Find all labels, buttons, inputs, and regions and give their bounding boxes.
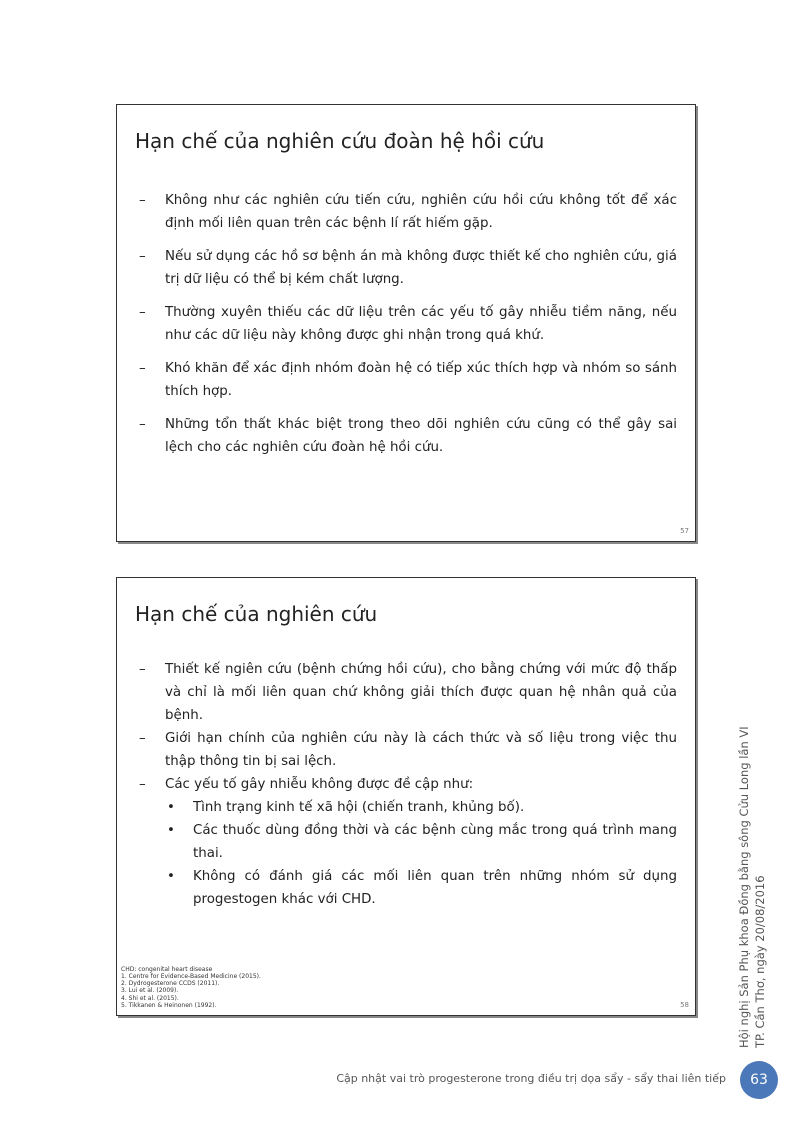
sub-list-item (165, 865, 677, 911)
bullet-text: Những tổn thất khác biệt trong theo dõi nghiên cứu cũng có thể gây sai lệch cho các nghiên cứu đoàn hệ hồi cứu. (165, 417, 677, 455)
bullet-text: Không như các nghiên cứu tiến cứu, nghiên cứu hồi cứu không tốt để xác định mối liên quan trên các bệnh lí rất hiếm gặp. (165, 193, 677, 231)
dash-bullet: – (139, 662, 146, 677)
conference-date: TP. Cần Thơ, ngày 20/08/2016 (753, 875, 767, 1048)
footnote: CHD: congenital heart disease (121, 965, 213, 973)
footnote: 5. Tikkanen & Heinonen (1992). (121, 1001, 217, 1009)
footnote: 4. Shi et al. (2015). (121, 994, 179, 1002)
list-item (139, 658, 677, 727)
footnote: 3. Lui et al. (2009). (121, 987, 179, 995)
footnote: 1. Centre for Evidence-Based Medicine (2015). (121, 972, 261, 980)
list-item (139, 413, 677, 459)
list-item (139, 301, 677, 347)
dash-bullet: – (139, 249, 146, 264)
sub-bullet-text: Tình trạng kinh tế xã hội (chiến tranh, khủng bố). (193, 800, 525, 815)
page-footer-text: Cập nhật vai trò progesterone trong điều trị dọa sẩy - sẩy thai liên tiếp (336, 1072, 726, 1085)
list-item (139, 727, 677, 773)
footnote: 2. Dydrogesterone CCDS (2011). (121, 980, 220, 988)
slide-number: 58 (680, 1001, 689, 1009)
page-number-badge: 63 (740, 1061, 778, 1099)
dash-bullet: – (139, 417, 146, 432)
conference-sidebar (736, 726, 768, 1048)
list-item (139, 773, 677, 911)
slide-57 (116, 104, 696, 542)
bullet-list (139, 658, 677, 911)
sub-list-item (165, 796, 677, 819)
footnotes (121, 966, 261, 1009)
bullet-list (139, 189, 677, 469)
sub-list-item (165, 819, 677, 865)
dot-bullet: • (167, 823, 175, 838)
dash-bullet: – (139, 361, 146, 376)
dash-bullet: – (139, 777, 146, 792)
dot-bullet: • (167, 869, 175, 884)
bullet-text: Thường xuyên thiếu các dữ liệu trên các yếu tố gây nhiễu tiềm năng, nếu như các dữ liệu này không được ghi nhận trong quá khứ. (165, 305, 677, 343)
conference-title: Hội nghị Sản Phụ khoa Đồng bằng sông Cửu Long lần VI (737, 726, 751, 1048)
list-item (139, 245, 677, 291)
dot-bullet: • (167, 800, 175, 815)
slide-58 (116, 577, 696, 1016)
sub-bullet-list (165, 796, 677, 911)
bullet-text: Giới hạn chính của nghiên cứu này là cách thức và số liệu trong việc thu thập thông tin bị sai lệch. (165, 731, 677, 769)
bullet-text: Khó khăn để xác định nhóm đoàn hệ có tiếp xúc thích hợp và nhóm so sánh thích hợp. (165, 361, 677, 399)
list-item (139, 189, 677, 235)
sub-bullet-text: Không có đánh giá các mối liên quan trên những nhóm sử dụng progestogen khác với CHD. (193, 869, 677, 907)
bullet-text: Nếu sử dụng các hồ sơ bệnh án mà không được thiết kế cho nghiên cứu, giá trị dữ liệu có thể bị kém chất lượng. (165, 249, 677, 287)
bullet-text: Các yếu tố gây nhiễu không được đề cập như: (165, 777, 474, 792)
slide-title: Hạn chế của nghiên cứu đoàn hệ hồi cứu (135, 129, 545, 153)
slide-number: 57 (680, 527, 689, 535)
sub-bullet-text: Các thuốc dùng đồng thời và các bệnh cùng mắc trong quá trình mang thai. (193, 823, 677, 861)
slide-title: Hạn chế của nghiên cứu (135, 602, 378, 626)
dash-bullet: – (139, 305, 146, 320)
dash-bullet: – (139, 731, 146, 746)
list-item (139, 357, 677, 403)
dash-bullet: – (139, 193, 146, 208)
bullet-text: Thiết kế ngiên cứu (bệnh chứng hồi cứu), cho bằng chứng với mức độ thấp và chỉ là mối liên quan chứ không giải thích được quan hệ nhân quả của bệnh. (165, 662, 677, 723)
